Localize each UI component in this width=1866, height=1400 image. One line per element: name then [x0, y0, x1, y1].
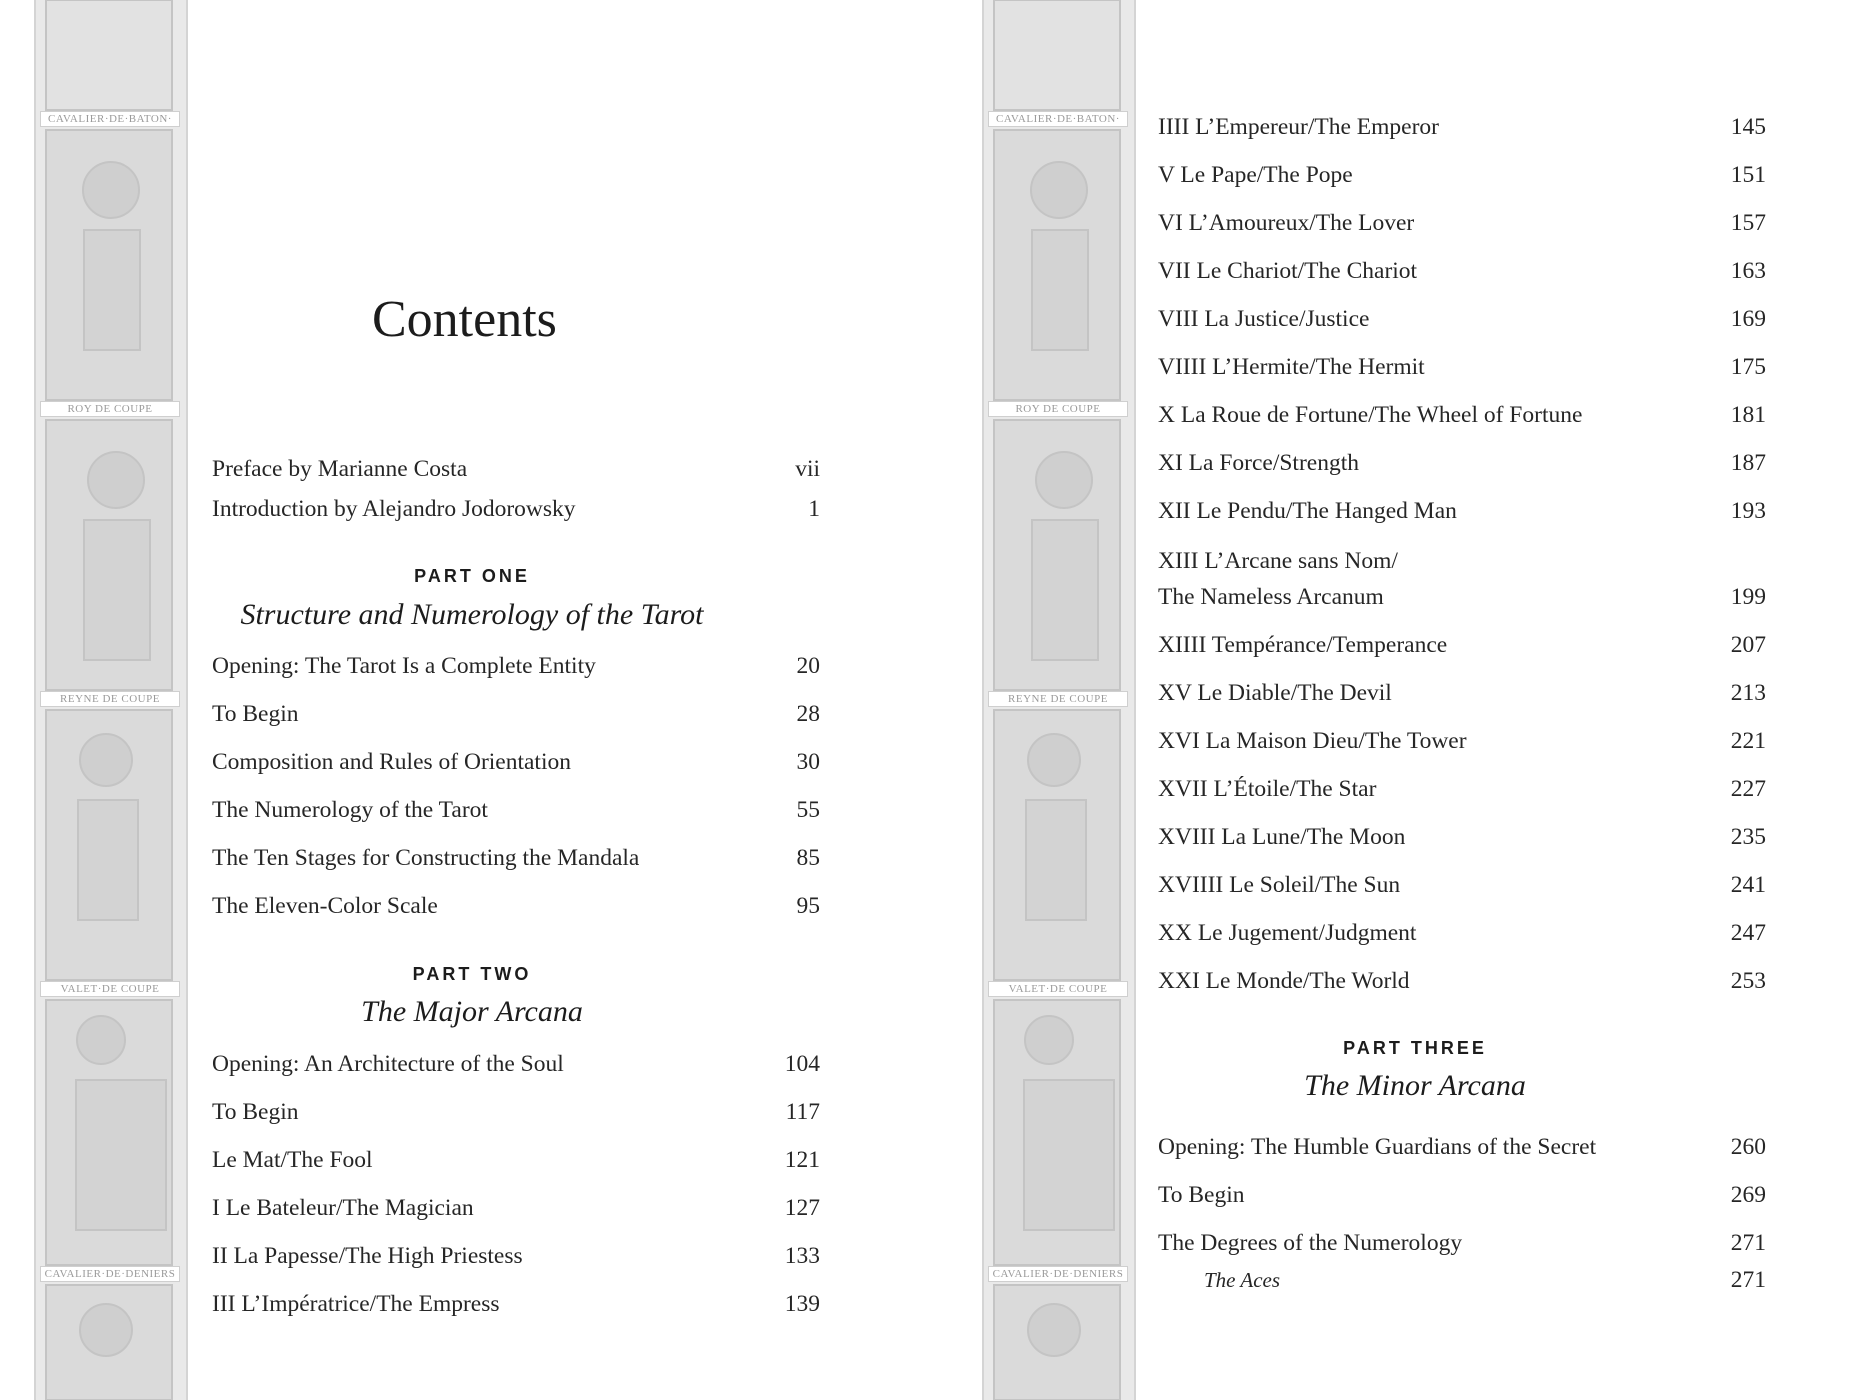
- toc-entry-title: XVI La Maison Dieu/The Tower: [1158, 728, 1467, 754]
- card-label: CAVALIER·DE·BATON·: [988, 111, 1128, 127]
- part-title: The Minor Arcana: [1304, 1069, 1526, 1102]
- page-title: Contents: [372, 291, 557, 348]
- toc-entry-page: 95: [796, 893, 820, 919]
- card-label: VALET·DE COUPE: [988, 981, 1128, 997]
- toc-entry-page: 139: [784, 1291, 820, 1317]
- card-label: CAVALIER·DE·DENIERS: [988, 1266, 1128, 1282]
- toc-entry-page: 207: [1730, 632, 1766, 658]
- toc-entry-title: VIIII L’Hermite/The Hermit: [1158, 354, 1425, 380]
- toc-entry-title: I Le Bateleur/The Magician: [212, 1195, 474, 1221]
- toc-entry-title: To Begin: [1158, 1182, 1245, 1208]
- toc-entry-title: III L’Impératrice/The Empress: [212, 1291, 500, 1317]
- toc-entry-title: Opening: The Tarot Is a Complete Entity: [212, 653, 596, 679]
- toc-entry-title: XII Le Pendu/The Hanged Man: [1158, 498, 1457, 524]
- toc-entry-page: 145: [1730, 114, 1766, 140]
- toc-entry-title: The Numerology of the Tarot: [212, 797, 488, 823]
- toc-entry-title: The Ten Stages for Constructing the Mandala: [212, 845, 640, 871]
- toc-entry-title: Composition and Rules of Orientation: [212, 749, 571, 775]
- toc-entry-page: 127: [784, 1195, 820, 1221]
- toc-entry-page: 151: [1730, 162, 1766, 188]
- toc-entry-title: XVIIII Le Soleil/The Sun: [1158, 872, 1401, 898]
- toc-entry-page: 235: [1730, 824, 1766, 850]
- toc-entry-page: 241: [1730, 872, 1766, 898]
- toc-entry-page: 1: [808, 496, 820, 522]
- toc-entry-title: XIIII Tempérance/Temperance: [1158, 632, 1448, 658]
- toc-entry-page: 271: [1730, 1267, 1766, 1293]
- part-label: PART THREE: [1343, 1038, 1487, 1058]
- toc-entry-title: Opening: The Humble Guardians of the Secret: [1158, 1134, 1597, 1160]
- toc-entry-page: 181: [1730, 402, 1766, 428]
- toc-entry-title: VIII La Justice/Justice: [1158, 306, 1370, 332]
- toc-entry-page: 117: [785, 1099, 820, 1125]
- card-label: REYNE DE COUPE: [988, 691, 1128, 707]
- part-label: PART ONE: [414, 566, 530, 586]
- part-title: The Major Arcana: [361, 995, 583, 1028]
- toc-entry-title-continued: The Nameless Arcanum: [1158, 584, 1384, 610]
- toc-entry-page: 169: [1730, 306, 1766, 332]
- part-label: PART TWO: [412, 964, 532, 984]
- toc-entry-page: 187: [1730, 450, 1766, 476]
- right-page: [933, 0, 1866, 1400]
- card-label: CAVALIER·DE·DENIERS: [40, 1266, 180, 1282]
- toc-entry-title: XIII L’Arcane sans Nom/: [1158, 548, 1398, 574]
- toc-entry-title: V Le Pape/The Pope: [1158, 162, 1353, 188]
- card-label: ROY DE COUPE: [988, 401, 1128, 417]
- toc-subentry-title: The Aces: [1204, 1268, 1281, 1292]
- toc-entry-title: Preface by Marianne Costa: [212, 456, 468, 482]
- card-label: REYNE DE COUPE: [40, 691, 180, 707]
- toc-entry-page: 227: [1730, 776, 1766, 802]
- toc-entry-title: Opening: An Architecture of the Soul: [212, 1051, 564, 1077]
- toc-entry-title: II La Papesse/The High Priestess: [212, 1243, 523, 1269]
- card-label: VALET·DE COUPE: [40, 981, 180, 997]
- toc-entry-page: 55: [796, 797, 820, 823]
- toc-entry-title: XI La Force/Strength: [1158, 450, 1360, 476]
- toc-entry-title: X La Roue de Fortune/The Wheel of Fortune: [1158, 402, 1583, 428]
- toc-entry-page: 260: [1730, 1134, 1766, 1160]
- toc-entry-page: 20: [796, 653, 820, 679]
- toc-entry-page: 213: [1730, 680, 1766, 706]
- toc-entry-page: 269: [1730, 1182, 1766, 1208]
- toc-entry-title: XVIII La Lune/The Moon: [1158, 824, 1406, 850]
- card-label: ROY DE COUPE: [40, 401, 180, 417]
- toc-entry-title: To Begin: [212, 701, 299, 727]
- toc-entry-title: XVII L’Étoile/The Star: [1158, 776, 1377, 802]
- toc-entry-page: 30: [796, 749, 820, 775]
- toc-entry-page: 157: [1730, 210, 1766, 236]
- toc-entry-page: 104: [784, 1051, 820, 1077]
- card-label: CAVALIER·DE·BATON·: [40, 111, 180, 127]
- toc-entry-page: 221: [1730, 728, 1766, 754]
- toc-entry-page: vii: [795, 456, 820, 482]
- toc-entry-title: XX Le Jugement/Judgment: [1158, 920, 1417, 946]
- toc-entry-title: IIII L’Empereur/The Emperor: [1158, 114, 1440, 140]
- toc-entry-page: 253: [1730, 968, 1766, 994]
- toc-entry-page: 133: [784, 1243, 820, 1269]
- toc-entry-page: 247: [1730, 920, 1766, 946]
- toc-entry-page: 193: [1730, 498, 1766, 524]
- toc-entry-title: XXI Le Monde/The World: [1158, 968, 1410, 994]
- toc-entry-page: 85: [796, 845, 820, 871]
- toc-entry-title: VII Le Chariot/The Chariot: [1158, 258, 1418, 284]
- toc-entry-title: To Begin: [212, 1099, 299, 1125]
- toc-entry-page: 271: [1730, 1230, 1766, 1256]
- toc-entry-title: Le Mat/The Fool: [212, 1147, 373, 1173]
- toc-entry-title: The Degrees of the Numerology: [1158, 1230, 1463, 1256]
- toc-entry-title: The Eleven-Color Scale: [212, 893, 438, 919]
- toc-entry-page: 175: [1730, 354, 1766, 380]
- toc-entry-title: XV Le Diable/The Devil: [1158, 680, 1392, 706]
- toc-entry-page: 163: [1730, 258, 1766, 284]
- part-title: Structure and Numerology of the Tarot: [240, 598, 704, 631]
- toc-entry-page: 28: [796, 701, 820, 727]
- toc-entry-title: Introduction by Alejandro Jodorowsky: [212, 496, 576, 522]
- toc-entry-page: 199: [1730, 584, 1766, 610]
- toc-entry-title: VI L’Amoureux/The Lover: [1158, 210, 1415, 236]
- toc-entry-page: 121: [784, 1147, 820, 1173]
